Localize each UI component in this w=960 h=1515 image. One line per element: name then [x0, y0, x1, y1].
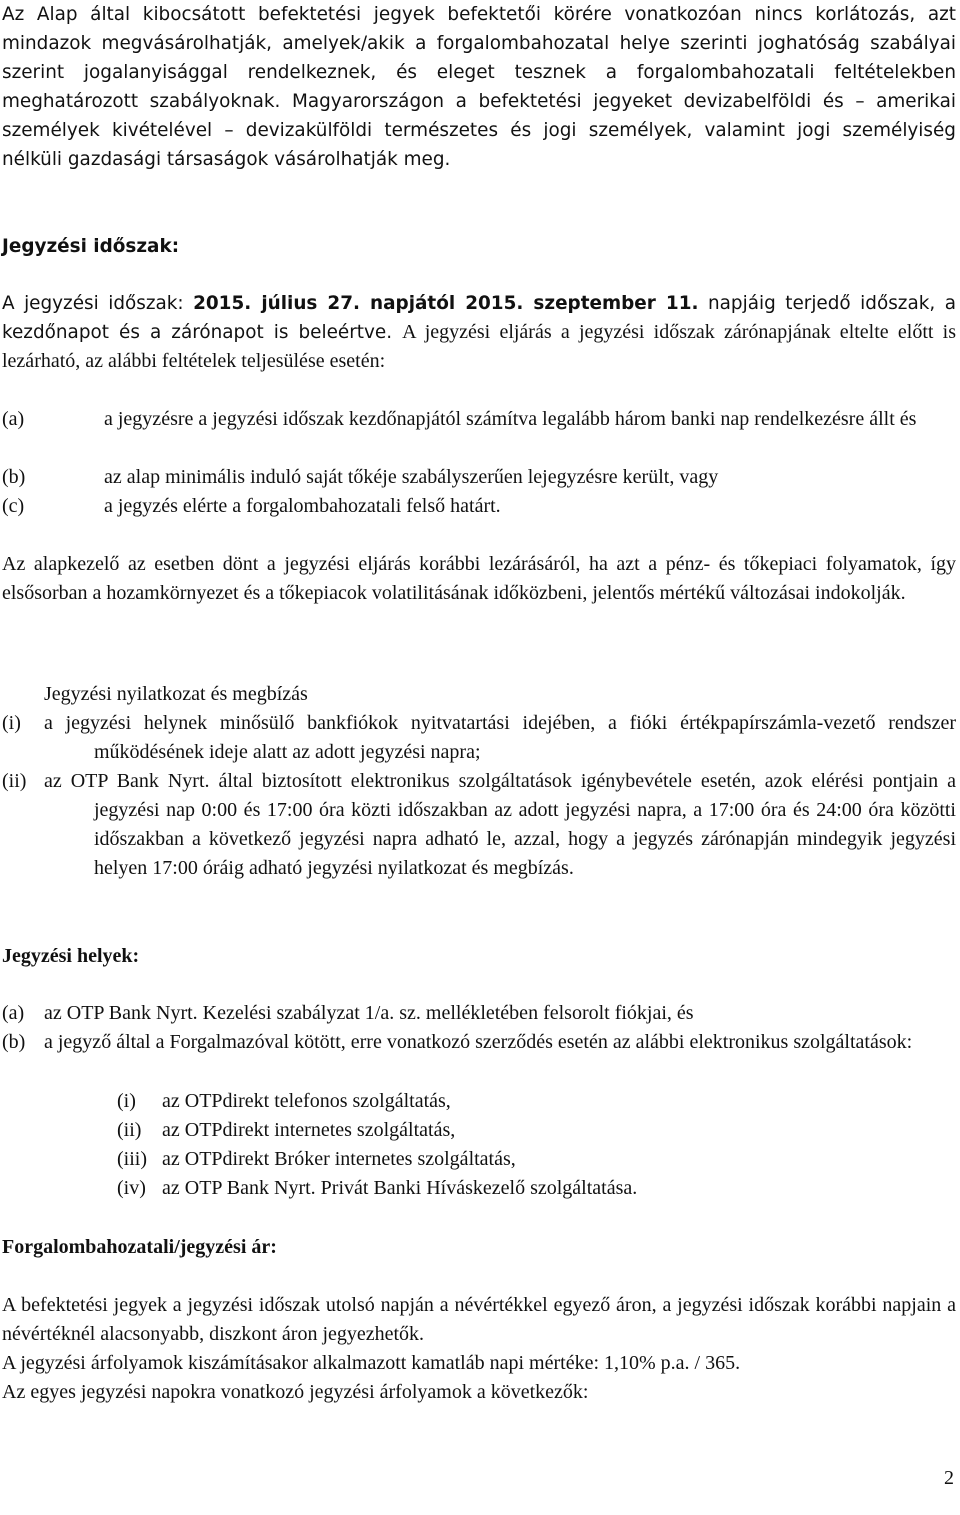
place-item: a jegyző által a Forgalmazóval kötött, erre vonatkozó szerződés esetén az alábbi elektronikus szolgáltatások: [44, 1031, 913, 1053]
places-heading: Jegyzési helyek: [2, 945, 140, 967]
condition-label: (a) [2, 408, 25, 430]
service-item: az OTPdirekt internetes szolgáltatás, [162, 1119, 456, 1141]
service-item: az OTPdirekt Bróker internetes szolgáltatás, [162, 1148, 516, 1170]
condition-text: az alap minimális induló saját tőkéje szabályszerűen lejegyzésre került, vagy [104, 466, 719, 488]
intro-paragraph-2: Magyarországon a befektetési jegyeket devizabelföldi és – amerikai személyek kivételével – devizakülföldi természetes és jogi személyek, valamint jogi személyiség nélküli gazdasági társaságok vásárolhatják meg. [2, 91, 956, 170]
service-label: (i) [117, 1090, 136, 1112]
page-number: 2 [944, 1467, 954, 1489]
declaration-label: (i) [2, 712, 21, 734]
declaration-item: az OTP Bank Nyrt. által biztosított elektronikus szolgáltatások igénybevétele esetén, azok elérési pontjain a jegyzési nap 0:00 és 17:00 óra közti időszakban az adott jegyzési napra, a 17:00 óra és 24:00 óra közötti időszakban a következő jegyzési napra adható le, azzal, hogy a jegyzés zárónapján mindegyik jegyzési helyen 17:00 óráig adható jegyzési nyilatkozat és megbízás. [44, 770, 956, 879]
place-item: az OTP Bank Nyrt. Kezelési szabályzat 1/a. sz. mellékletében felsorolt fiókjai, és [44, 1002, 694, 1024]
condition-text: a jegyzés elérte a forgalombahozatali felső határt. [104, 495, 501, 517]
price-heading: Forgalombahozatali/jegyzési ár: [2, 1236, 277, 1258]
condition-label: (b) [2, 466, 26, 488]
declaration-title: Jegyzési nyilatkozat és megbízás [44, 683, 308, 705]
subscription-dates: 2015. július 27. napjától 2015. szeptember 11. [193, 293, 699, 314]
intro-paragraph-1: Az Alap által kibocsátott befektetési jegyek befektetői körére vonatkozóan nincs korlátozás, azt mindazok megvásárolhatják, amelyek/akik a forgalombahozatal helye szerinti joghatóság szabályai szerint jogalanyisággal rendelkeznek, és eleget tesznek a forgalombahozatali feltételekben meghatározott szabályoknak. Magyarországon a befektetési jegyeket devizabelföldi és – amerikai személyek kivételével – devizakülföldi természetes és jogi személyek, valamint jogi személyiség nélküli gazdasági társaságok vásárolhatják meg. [2, 4, 956, 170]
place-label: (a) [2, 1002, 25, 1024]
service-item: az OTP Bank Nyrt. Privát Banki Híváskezelő szolgáltatása. [162, 1177, 638, 1199]
service-label: (iii) [117, 1148, 147, 1170]
declaration-item: a jegyzési helynek minősülő bankfiókok nyitvatartási idejében, a fióki értékpapírszámla-vezető rendszer működésének ideje alatt az adott jegyzési napra; [44, 712, 956, 763]
service-label: (iv) [117, 1177, 146, 1199]
manager-note: Az alapkezelő az esetben dönt a jegyzési eljárás korábbi lezárásáról, ha azt a pénz- és tőkepiaci folyamatok, így elsősorban a hozamkörnyezet és a tőkepiacok volatilitásának időközbeni, jelentős mértékű változásai indokolják. [2, 553, 956, 604]
place-label: (b) [2, 1031, 26, 1053]
price-list-intro: Az egyes jegyzési napokra vonatkozó jegyzési árfolyamok a következők: [2, 1381, 589, 1403]
condition-label: (c) [2, 495, 25, 517]
subscription-period-heading: Jegyzési időszak: [2, 236, 180, 257]
service-label: (ii) [117, 1119, 142, 1141]
declaration-label: (ii) [2, 770, 27, 792]
subscription-period-text: A jegyzési időszak: 2015. július 27. napjától 2015. szeptember 11. napjáig terjedő időszak, a kezdőnapot és a zárónapot is beleértve. A jegyzési eljárás a jegyzési időszak zárónapjának eltelte előtt is lezárható, az alábbi feltételek teljesülése esetén: [2, 293, 956, 372]
condition-text: a jegyzésre a jegyzési időszak kezdőnapjától számítva legalább három banki nap rendelkezésre állt és [104, 408, 917, 430]
service-item: az OTPdirekt telefonos szolgáltatás, [162, 1090, 451, 1112]
interest-rate-line: A jegyzési árfolyamok kiszámításakor alkalmazott kamatláb napi mértéke: 1,10% p.a. / 365. [2, 1352, 741, 1374]
price-paragraph: A befektetési jegyek a jegyzési időszak utolsó napján a névértékkel egyező áron, a jegyzési időszak korábbi napjain a névértéknél alacsonyabb, diszkont áron jegyezhetők. [2, 1294, 956, 1345]
